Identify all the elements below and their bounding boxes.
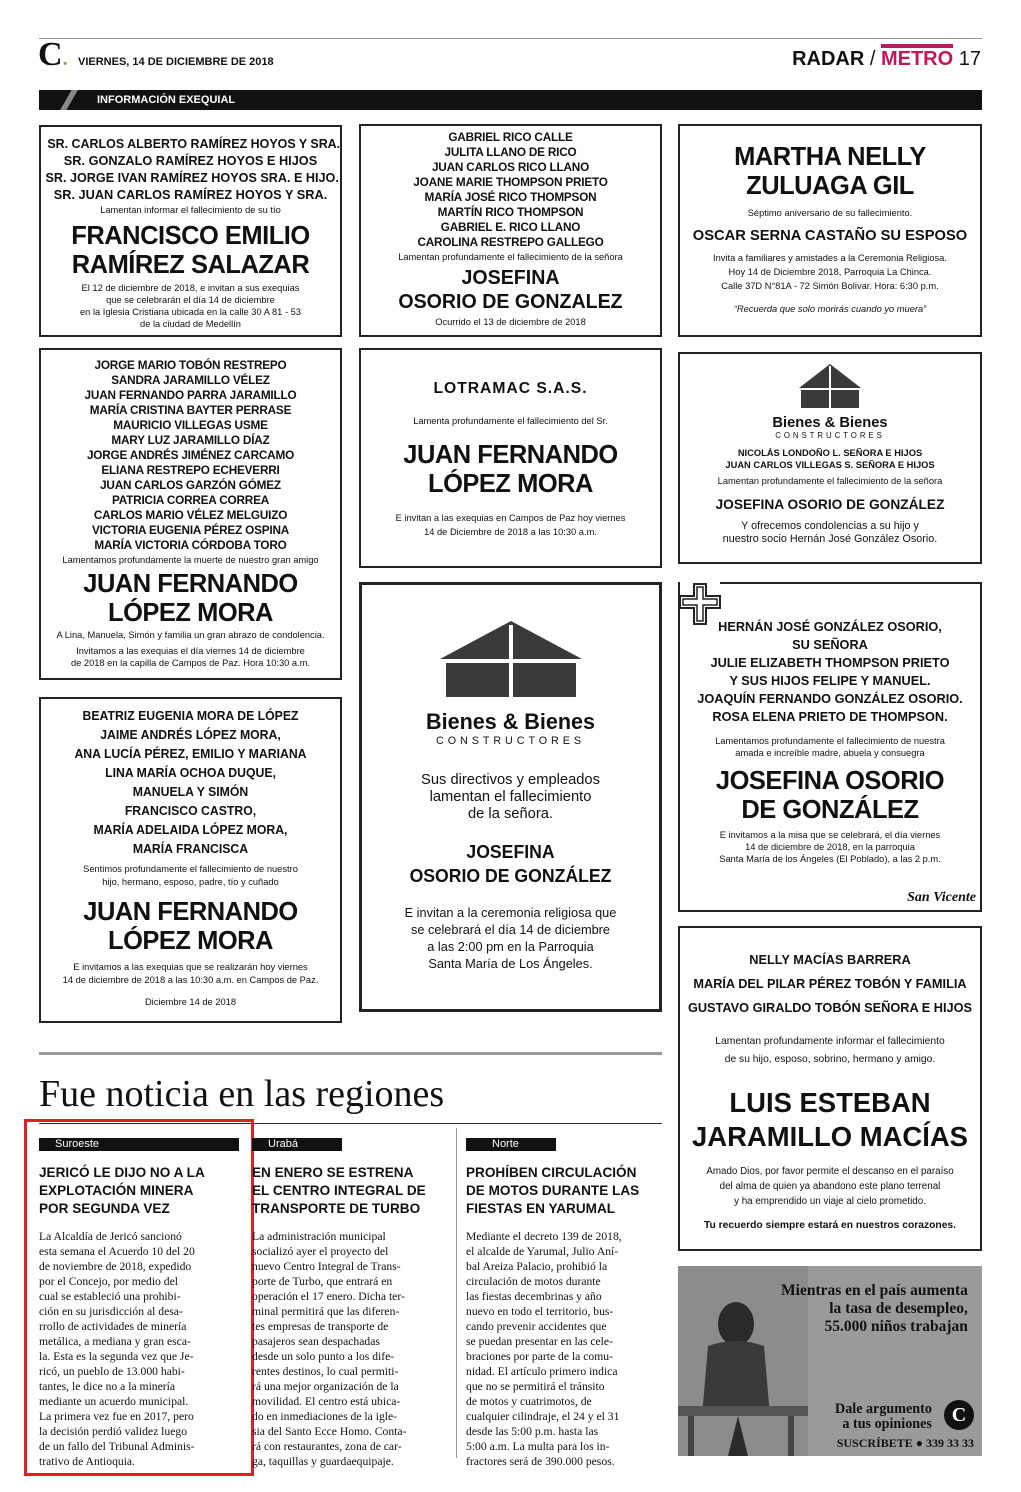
family-line: JUAN FERNANDO PARRA JARAMILLO bbox=[84, 388, 297, 402]
families-list bbox=[41, 358, 340, 553]
headline-line: JERICÓ LE DIJO NO A LA bbox=[39, 1164, 205, 1180]
intro-text: Lamentan informar el fallecimiento de su tío bbox=[100, 205, 281, 216]
obituary-lopez-mora-friends bbox=[39, 348, 342, 680]
anniversary-text: Séptimo aniversario de su fallecimiento. bbox=[747, 208, 913, 219]
ad-cta bbox=[835, 1402, 938, 1432]
family-line: SR. CARLOS ALBERTO RAMÍREZ HOYOS Y SRA. bbox=[47, 136, 341, 151]
headline-line: PROHÍBEN CIRCULACIÓN bbox=[466, 1164, 637, 1180]
family-line: MARÍA DEL PILAR PÉREZ TOBÓN Y FAMILIA bbox=[693, 976, 967, 991]
detail-line: Hoy 14 de Diciembre 2018, Parroquia La Chinca. bbox=[728, 267, 932, 278]
obituary-osorio-rico bbox=[359, 124, 662, 337]
families-list bbox=[680, 618, 980, 726]
body-line: metálica, a mediana y gran esca- bbox=[39, 1334, 191, 1348]
families-list bbox=[680, 448, 980, 472]
family-line: GABRIEL RICO CALLE bbox=[448, 130, 573, 144]
regions-rule bbox=[39, 1052, 662, 1055]
detail-line: E invitan a las exequias en Campos de Paz hoy viernes bbox=[395, 513, 626, 524]
families-list bbox=[361, 130, 660, 250]
families-list bbox=[41, 135, 340, 203]
family-line: SR. GONZALO RAMÍREZ HOYOS E HIJOS bbox=[63, 153, 318, 168]
family-line: JOAQUÍN FERNANDO GONZÁLEZ OSORIO. bbox=[697, 691, 963, 706]
body-line: las fiestas decembrinas y año bbox=[466, 1289, 602, 1303]
body-line: bal Areiza Palacio, prohibió la bbox=[466, 1259, 608, 1273]
body-line: operación el 17 enero. Dicha ter- bbox=[252, 1289, 405, 1303]
detail-line: 14 de Diciembre de 2018 a las 10:30 a.m. bbox=[424, 527, 597, 538]
body-line: esta semana el Acuerdo 10 del 20 bbox=[39, 1244, 195, 1258]
body-line: do en inmediaciones de la igle- bbox=[252, 1409, 398, 1423]
story-headline bbox=[466, 1163, 662, 1217]
detail-line: se celebrará el día 14 de diciembre bbox=[411, 922, 610, 937]
intro-text bbox=[680, 736, 980, 760]
detail-line: E invitamos a la misa que se celebrará, el día viernes bbox=[719, 830, 941, 841]
detail-line: E invitan a la ceremonia religiosa que bbox=[404, 905, 617, 920]
details bbox=[680, 252, 980, 294]
detail-line: en la Iglesia Cristiana ubicada en la calle 30 A 81 - 53 bbox=[79, 307, 301, 318]
condolence-text: A Lina, Manuela, Simón y familia un gran abrazo de condolencia. bbox=[56, 630, 325, 641]
family-line: MARÍA JOSÉ RICO THOMPSON bbox=[424, 190, 597, 204]
body-line: el alcalde de Yarumal, Julio Aní- bbox=[466, 1244, 619, 1258]
body-line: rá una mejor organización de la bbox=[252, 1379, 399, 1393]
body-line: mediante un acuerdo municipal. bbox=[39, 1394, 189, 1408]
body-line: desde un solo punto a los dife- bbox=[252, 1349, 395, 1363]
intro-text: Lamenta profundamente el fallecimiento del Sr. bbox=[413, 416, 608, 427]
family-line: JORGE ANDRÉS JIMÉNEZ CARCAMO bbox=[86, 448, 295, 462]
body-line: desde las 5:00 p.m. hasta las bbox=[466, 1424, 599, 1438]
intro-line: Sus directivos y empleados bbox=[421, 771, 600, 788]
deceased-name: JOSEFINA bbox=[466, 842, 555, 862]
obituary-bienes-osorio-small bbox=[678, 352, 982, 564]
bienes-logo-icon bbox=[797, 362, 863, 410]
ad-line: 55.000 niños trabajan bbox=[824, 1318, 969, 1335]
intro-text: Lamentamos profundamente la muerte de nuestro gran amigo bbox=[62, 555, 319, 566]
section-band bbox=[39, 90, 982, 110]
obituary-jaramillo-macias bbox=[678, 926, 982, 1251]
story-body bbox=[39, 1229, 239, 1469]
family-line: ANA LUCÍA PÉREZ, EMILIO Y MARIANA bbox=[74, 747, 307, 761]
brand-name: Bienes & Bienes bbox=[772, 414, 888, 431]
family-line: CAROLINA RESTREPO GALLEGO bbox=[417, 235, 604, 249]
obituary-bienes-osorio-large bbox=[359, 582, 662, 1012]
obituary-gonzalez-family bbox=[678, 582, 982, 912]
deceased-name: JOSEFINA bbox=[461, 267, 560, 289]
quote: “Recuerda que solo morirás cuando yo muera” bbox=[733, 304, 927, 315]
ad-logo-icon: C bbox=[944, 1400, 974, 1430]
body-line: cando prevenir accidentes que bbox=[466, 1319, 607, 1333]
obituary-zuluaga-gil bbox=[678, 124, 982, 337]
deceased-name: JUAN FERNANDO bbox=[83, 568, 298, 598]
deceased-name: OSORIO DE GONZÁLEZ bbox=[409, 866, 612, 886]
brand-name: Bienes & Bienes bbox=[426, 709, 595, 734]
body-line: minal permitirá que las diferen- bbox=[252, 1304, 400, 1318]
headline-line: EXPLOTACIÓN MINERA bbox=[39, 1182, 194, 1198]
family-line: VICTORIA EUGENIA PÉREZ OSPINA bbox=[91, 523, 290, 537]
deceased-name: JOSEFINA OSORIO bbox=[715, 765, 945, 795]
deceased-name: LÓPEZ MORA bbox=[108, 925, 273, 955]
story-uraba[interactable] bbox=[252, 1138, 448, 1469]
intro-line: lamentan el fallecimiento bbox=[429, 788, 592, 805]
header-date: VIERNES, 14 DE DICIEMBRE DE 2018 bbox=[78, 56, 274, 68]
details bbox=[680, 1164, 980, 1209]
family-line: BEATRIZ EUGENIA MORA DE LÓPEZ bbox=[82, 709, 299, 723]
region-tag: Suroeste bbox=[39, 1138, 239, 1151]
family-line: SR. JORGE IVAN RAMÍREZ HOYOS SRA. E HIJO. bbox=[45, 170, 339, 185]
family-line: JAIME ANDRÉS LÓPEZ MORA, bbox=[100, 728, 281, 742]
intro-text: Lamentan profundamente el fallecimiento de la señora bbox=[398, 252, 623, 263]
body-line: por el Concejo, por medio del bbox=[39, 1274, 178, 1288]
cta-line: Dale argumento bbox=[835, 1401, 933, 1417]
body-line: ricó, un pueblo de 13.000 habi- bbox=[39, 1364, 185, 1378]
body-line: que no se permitirá el tránsito bbox=[466, 1379, 605, 1393]
band-stripe bbox=[59, 90, 79, 110]
family-line: MARÍA FRANCISCA bbox=[132, 842, 249, 856]
family-line: PATRICIA CORREA CORREA bbox=[111, 493, 270, 507]
story-body bbox=[252, 1229, 448, 1469]
subscription-ad[interactable] bbox=[678, 1266, 982, 1456]
family-line: JUAN CARLOS GARZÓN GÓMEZ bbox=[100, 478, 281, 492]
family-line: GUSTAVO GIRALDO TOBÓN SEÑORA E HIJOS bbox=[687, 1000, 973, 1015]
family-line: SU SEÑORA bbox=[792, 637, 868, 652]
intro-line: Sentimos profundamente el fallecimiento de nuestro bbox=[83, 864, 298, 875]
families-list bbox=[41, 707, 340, 859]
detail-line: y ha emprendido un viaje al cielo prometido. bbox=[734, 1196, 926, 1207]
subscribe-line[interactable] bbox=[837, 1436, 974, 1451]
body-line: de un fallo del Tribunal Adminis- bbox=[39, 1439, 195, 1453]
intro-line: Lamentamos profundamente el fallecimiento de nuestra bbox=[715, 736, 945, 747]
body-line: de motos y cuatrimotos, de bbox=[466, 1394, 592, 1408]
phone-icon: ● bbox=[915, 1436, 923, 1450]
body-line: trativo de Antioquia. bbox=[39, 1454, 136, 1468]
body-line: sia del Santo Ecce Homo. Conta- bbox=[252, 1424, 407, 1438]
body-line: 5:00 a.m. La multa para los in- bbox=[466, 1439, 610, 1453]
deceased-name: FRANCISCO EMILIO bbox=[71, 220, 310, 250]
headline-line: EN ENERO SE ESTRENA bbox=[252, 1164, 414, 1180]
family-line: JUAN CARLOS RICO LLANO bbox=[431, 160, 590, 174]
detail-line: nuestro socio Hernán José González Osorio. bbox=[722, 533, 938, 545]
story-norte[interactable] bbox=[466, 1138, 662, 1469]
intro-line: de su hijo, esposo, sobrino, hermano y amigo. bbox=[724, 1053, 936, 1065]
body-line: nidad. El artículo primero indica bbox=[466, 1364, 618, 1378]
deceased-name: LUIS ESTEBAN bbox=[729, 1087, 931, 1118]
sponsor-logo: San Vicente bbox=[907, 890, 976, 905]
deceased-name: JOSEFINA OSORIO DE GONZÁLEZ bbox=[715, 496, 945, 512]
deceased-name: OSORIO DE GONZALEZ bbox=[398, 291, 623, 313]
intro-line: de la señora. bbox=[468, 805, 553, 822]
subscribe-phone: 339 33 33 bbox=[926, 1436, 974, 1450]
detail-line: del alma de quien ya abandono este plano terrenal bbox=[719, 1181, 941, 1192]
header-section bbox=[792, 48, 981, 71]
body-line: la decisión perdió validez luego bbox=[39, 1424, 188, 1438]
detail-line: Santa María de los Ángeles (El Poblado), a las 2 p.m. bbox=[719, 854, 941, 865]
detail-line: E invitamos a las exequias que se realizarán hoy viernes bbox=[73, 962, 308, 973]
body-line: nuevo Centro Integral de Trans- bbox=[252, 1259, 401, 1273]
deceased-name: JUAN FERNANDO bbox=[83, 896, 298, 926]
body-line: socializó ayer el proyecto del bbox=[252, 1244, 389, 1258]
details bbox=[680, 830, 980, 866]
family-line: JUAN CARLOS VILLEGAS S. SEÑORA E HIJOS bbox=[725, 460, 935, 471]
body-line: pasajeros sean despachadas bbox=[252, 1334, 380, 1348]
body-line: circulación de motos durante bbox=[466, 1274, 601, 1288]
occurred-date: Ocurrido el 13 de diciembre de 2018 bbox=[435, 317, 586, 328]
body-line: tes empresas de transporte de bbox=[252, 1319, 389, 1333]
detail-line: Y ofrecemos condolencias a su hijo y bbox=[741, 520, 919, 532]
headline-line: DE MOTOS DURANTE LAS bbox=[466, 1182, 640, 1198]
family-line: JULITA LLANO DE RICO bbox=[444, 145, 577, 159]
details bbox=[362, 904, 659, 972]
body-line: nuevo en todo el territorio, bus- bbox=[466, 1304, 614, 1318]
intro-line: hijo, hermano, esposo, padre, tío y cuñado bbox=[102, 877, 279, 888]
family-line: MANUELA Y SIMÓN bbox=[132, 785, 249, 799]
family-line: JORGE MARIO TOBÓN RESTREPO bbox=[94, 358, 287, 372]
intro-text bbox=[362, 771, 659, 822]
details bbox=[361, 512, 660, 540]
deceased-name: JARAMILLO MACÍAS bbox=[692, 1121, 968, 1152]
deceased-name: JUAN FERNANDO bbox=[403, 439, 618, 469]
band-label: INFORMACIÓN EXEQUIAL bbox=[97, 94, 236, 106]
family-line: NELLY MACÍAS BARRERA bbox=[749, 952, 911, 967]
family-line: MARTÍN RICO THOMPSON bbox=[437, 205, 584, 219]
headline-line: POR SEGUNDA VEZ bbox=[39, 1200, 170, 1216]
detail-line: Calle 37D N°81A - 72 Simón Bolivar. Hora: 6:30 p.m. bbox=[721, 281, 939, 292]
closing-text: Tu recuerdo siempre estará en nuestros corazones. bbox=[703, 1219, 957, 1231]
headline-line: TRANSPORTE DE TURBO bbox=[252, 1200, 421, 1216]
detail-line: Invitamos a las exequias el día viernes 14 de diciembre bbox=[76, 646, 305, 657]
headline-line: FIESTAS EN YARUMAL bbox=[466, 1200, 616, 1216]
detail-line: Amado Dios, por favor permite el descanso en el paraíso bbox=[706, 1166, 954, 1177]
logo: C. bbox=[38, 36, 68, 73]
families-list bbox=[680, 948, 980, 1020]
page-number: 17 bbox=[958, 48, 981, 70]
subscribe-label: SUSCRÍBETE bbox=[836, 1436, 913, 1450]
family-line: LINA MARÍA OCHOA DUQUE, bbox=[105, 766, 276, 780]
family-line: Y SUS HIJOS FELIPE Y MANUEL. bbox=[729, 673, 931, 688]
ad-headline bbox=[781, 1282, 974, 1336]
top-rule bbox=[39, 38, 982, 39]
family-line: HERNÁN JOSÉ GONZÁLEZ OSORIO, bbox=[718, 619, 942, 634]
section-metro[interactable]: METRO bbox=[881, 44, 953, 70]
details bbox=[41, 646, 340, 670]
company-name: LOTRAMAC S.A.S. bbox=[433, 380, 588, 397]
family-line: FRANCISCO CASTRO, bbox=[124, 804, 257, 818]
detail-line: que se celebrarán el día 14 de diciembre bbox=[106, 295, 275, 306]
obituary-ramirez-salazar bbox=[39, 125, 342, 337]
family-line: MARÍA VICTORIA CÓRDOBA TORO bbox=[94, 538, 287, 552]
intro-text bbox=[41, 863, 340, 889]
deceased-name: DE GONZÁLEZ bbox=[741, 794, 919, 824]
intro-text bbox=[680, 1032, 980, 1068]
family-line: ROSA ELENA PRIETO DE THOMPSON. bbox=[712, 709, 948, 724]
section-separator: / bbox=[869, 48, 876, 70]
body-line: Mediante el decreto 139 de 2018, bbox=[466, 1229, 622, 1243]
deceased-name: LÓPEZ MORA bbox=[428, 468, 593, 498]
intro-line: Lamentan profundamente informar el fallecimiento bbox=[715, 1035, 945, 1047]
family-line: MARÍA CRISTINA BAYTER PERRASE bbox=[89, 403, 292, 417]
body-line: La Alcaldía de Jericó sancionó bbox=[39, 1229, 182, 1243]
family-line: MAURICIO VILLEGAS USME bbox=[113, 418, 268, 432]
family-line: MARY LUZ JARAMILLO DÍAZ bbox=[111, 433, 270, 447]
story-headline bbox=[252, 1163, 448, 1217]
obituary-lopez-mora-family bbox=[39, 697, 342, 1023]
detail-line: Invita a familiares y amistades a la Ceremonia Religiosa. bbox=[713, 253, 947, 264]
detail-line: a las 2:00 pm en la Parroquia bbox=[427, 939, 594, 954]
story-suroeste[interactable] bbox=[39, 1138, 239, 1469]
family-line: GABRIEL E. RICO LLANO bbox=[440, 220, 581, 234]
regions-title: Fue noticia en las regiones bbox=[39, 1073, 445, 1115]
body-line: ción en su jurisdicción al desa- bbox=[39, 1304, 183, 1318]
deceased-name: LÓPEZ MORA bbox=[108, 597, 273, 627]
top-border bbox=[720, 582, 980, 584]
family-line: NICOLÁS LONDOÑO L. SEÑORA E HIJOS bbox=[737, 448, 923, 459]
body-line: fractores será de 390.000 pesos. bbox=[466, 1454, 615, 1468]
detail-line: El 12 de diciembre de 2018, e invitan a sus exequias bbox=[81, 283, 300, 294]
brand-sub: CONSTRUCTORES bbox=[775, 431, 885, 440]
body-line: La primera vez fue en 2017, pero bbox=[39, 1409, 194, 1423]
body-line: ga, taquillas y guardaequipaje. bbox=[252, 1454, 394, 1468]
detail-line: de la ciudad de Medellín bbox=[140, 319, 241, 330]
body-line: rá con restaurantes, zona de car- bbox=[252, 1439, 402, 1453]
family-line: CARLOS MARIO VÉLEZ MELGUIZO bbox=[93, 508, 288, 522]
column-divider bbox=[456, 1128, 457, 1458]
ad-line: Mientras en el país aumenta bbox=[781, 1282, 969, 1299]
obituary-lotramac bbox=[359, 348, 662, 568]
body-line: La administración municipal bbox=[252, 1229, 386, 1243]
detail-line: 14 de diciembre de 2018 a las 10:30 a.m. en Campos de Paz. bbox=[62, 975, 319, 986]
details bbox=[680, 520, 980, 546]
body-line: la. Esta es la segunda vez que Je- bbox=[39, 1349, 194, 1363]
region-tag: Norte bbox=[466, 1138, 556, 1151]
notice-date: Diciembre 14 de 2018 bbox=[144, 997, 237, 1008]
detail-line: de 2018 en la capilla de Campos de Paz. Hora 10:30 a.m. bbox=[70, 658, 311, 669]
detail-line: Santa María de Los Ángeles. bbox=[428, 956, 593, 971]
family-line: SR. JUAN CARLOS RAMÍREZ HOYOS Y SRA. bbox=[53, 187, 328, 202]
brand-sub: CONSTRUCTORES bbox=[436, 735, 585, 747]
family-line: JOANE MARIE THOMPSON PRIETO bbox=[413, 175, 608, 189]
bienes-logo-icon bbox=[436, 619, 586, 699]
detail-line: 14 de diciembre de 2018, en la parroquia bbox=[745, 842, 915, 853]
body-line: de noviembre de 2018, expedido bbox=[39, 1259, 192, 1273]
body-line: braciones por parte de la comu- bbox=[466, 1349, 613, 1363]
deceased-name: ZULUAGA GIL bbox=[746, 170, 914, 200]
family-line: SANDRA JARAMILLO VÉLEZ bbox=[111, 373, 270, 387]
body-line: rentes destinos, lo cual permiti- bbox=[252, 1364, 399, 1378]
family-line: JULIE ELIZABETH THOMPSON PRIETO bbox=[710, 655, 950, 670]
story-headline bbox=[39, 1163, 239, 1217]
section-radar[interactable]: RADAR bbox=[792, 48, 865, 70]
deceased-name: RAMÍREZ SALAZAR bbox=[71, 249, 310, 279]
body-line: se puedan presentar en las cele- bbox=[466, 1334, 613, 1348]
body-line: tantes, le dice no a la minería bbox=[39, 1379, 176, 1393]
details bbox=[41, 283, 340, 331]
details bbox=[41, 961, 340, 987]
story-body bbox=[466, 1229, 662, 1469]
from-name: OSCAR SERNA CASTAÑO SU ESPOSO bbox=[692, 227, 968, 244]
cta-line: a tus opiniones bbox=[842, 1416, 933, 1432]
deceased-name: MARTHA NELLY bbox=[734, 141, 926, 171]
intro-line: amada e increíble madre, abuela y consuegra bbox=[735, 748, 925, 759]
region-tag: Urabá bbox=[252, 1138, 342, 1151]
family-line: MARÍA ADELAIDA LÓPEZ MORA, bbox=[93, 823, 288, 837]
body-line: movilidad. El centro está ubica- bbox=[252, 1394, 401, 1408]
body-line: rrollo de actividades de minería bbox=[39, 1319, 187, 1333]
body-line: cualquier cilindraje, el 24 y el 31 bbox=[466, 1409, 620, 1423]
body-line: cual se estableció una prohibi- bbox=[39, 1289, 181, 1303]
intro-text: Lamentan profundamente el fallecimiento de la señora bbox=[717, 476, 943, 487]
ad-line: la tasa de desempleo, bbox=[829, 1300, 969, 1317]
headline-line: EL CENTRO INTEGRAL DE bbox=[252, 1182, 426, 1198]
family-line: ELIANA RESTREPO ECHEVERRI bbox=[101, 463, 280, 477]
body-line: porte de Turbo, que entrará en bbox=[252, 1274, 393, 1288]
